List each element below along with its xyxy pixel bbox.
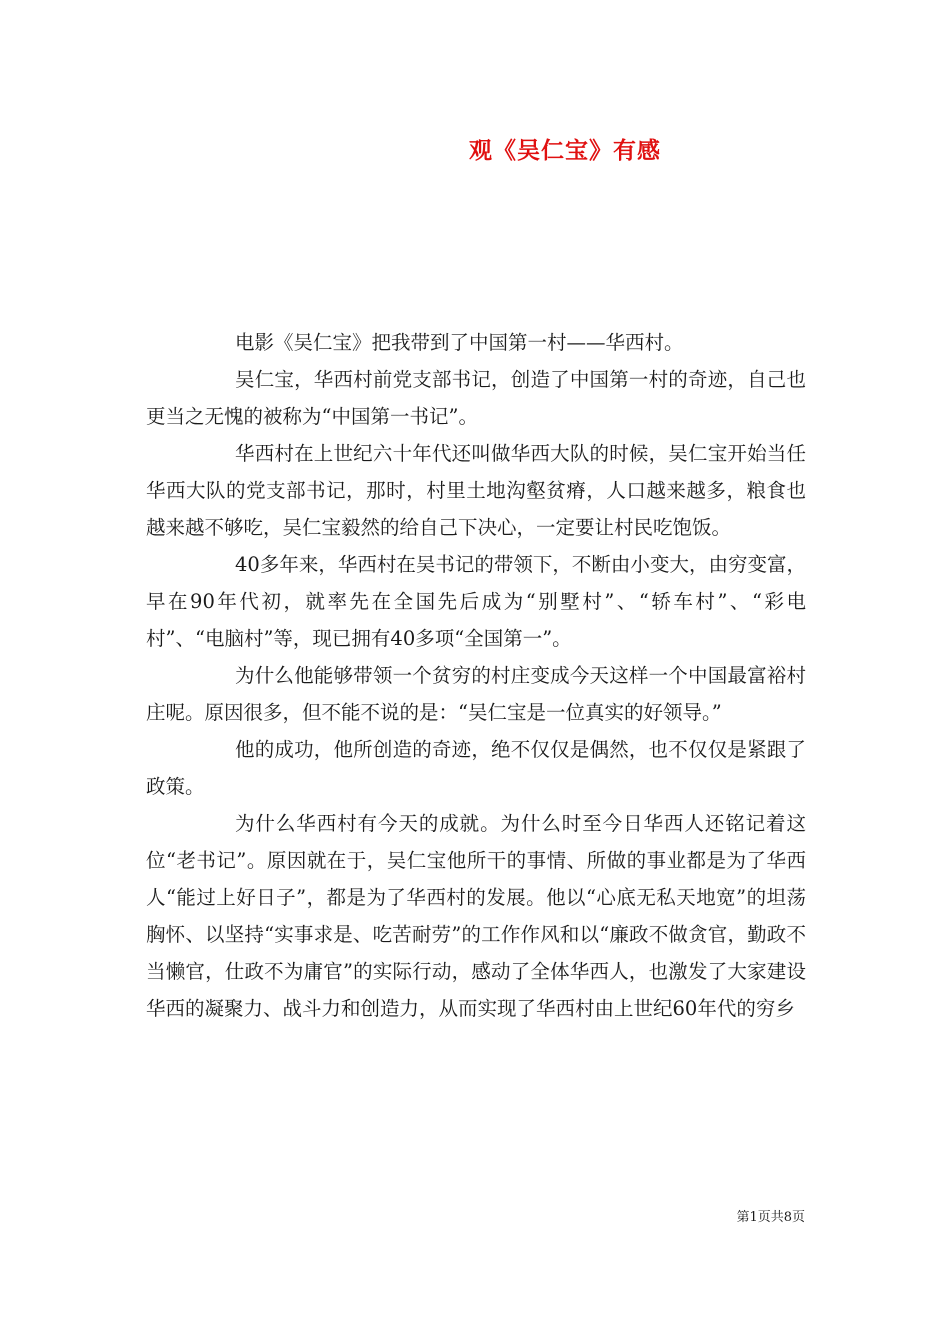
- paragraph-4: 40多年来，华西村在吴书记的带领下，不断由小变大，由穷变富，早在90年代初，就率先在全国先后成为“别墅村”、“轿车村”、“彩电村”、“电脑村”等，现已拥有40多项“全国第一”。: [146, 553, 806, 650]
- page-number-footer: 第1页共8页: [736, 1210, 805, 1225]
- document-title: 观《吴仁宝》有感: [469, 137, 661, 164]
- paragraph-5: 为什么他能够带领一个贫穷的村庄变成今天这样一个中国最富裕村庄呢。原因很多，但不能不说的是：“吴仁宝是一位真实的好领导。”: [146, 664, 806, 724]
- paragraph-2: 吴仁宝，华西村前党支部书记，创造了中国第一村的奇迹，自己也更当之无愧的被称为“中国第一书记”。: [146, 368, 806, 428]
- paragraph-6: 他的成功，他所创造的奇迹，绝不仅仅是偶然，也不仅仅是紧跟了政策。: [146, 738, 806, 798]
- paragraph-1: 电影《吴仁宝》把我带到了中国第一村——华西村。: [235, 331, 684, 354]
- document-body: [146, 324, 806, 1027]
- paragraph-7: 为什么华西村有今天的成就。为什么时至今日华西人还铭记着这位“老书记”。原因就在于，吴仁宝他所干的事情、所做的事业都是为了华西人“能过上好日子”，都是为了华西村的发展。他以“心底无私天地宽”的坦荡胸怀、以坚持“实事求是、吃苦耐劳”的工作作风和以“廉政不做贪官，勤政不当懒官，仕政不为庸官”的实际行动，感动了全体华西人，也激发了大家建设华西的凝聚力、战斗力和创造力，从而实现了华西村由上世纪60年代的穷乡: [146, 812, 806, 1020]
- paragraph-3: 华西村在上世纪六十年代还叫做华西大队的时候，吴仁宝开始当任华西大队的党支部书记，那时，村里土地沟壑贫瘠，人口越来越多，粮食也越来越不够吃，吴仁宝毅然的给自己下决心，一定要让村民吃饱饭。: [146, 442, 806, 539]
